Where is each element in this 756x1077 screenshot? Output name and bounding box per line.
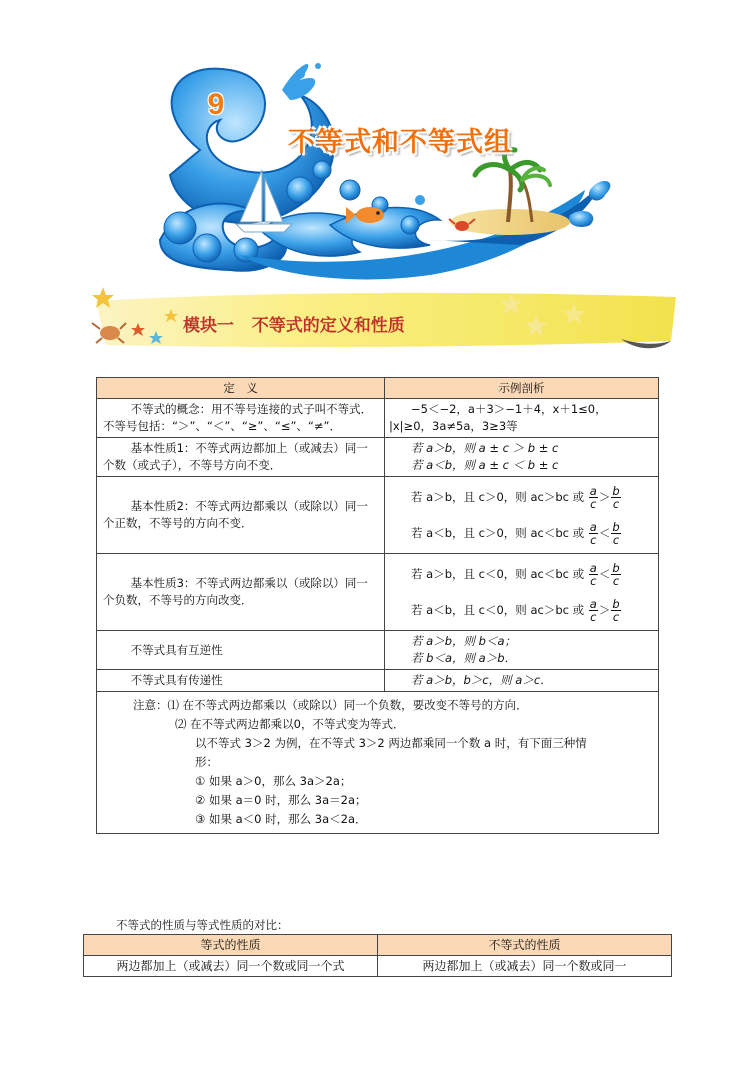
table-row-note	[97, 692, 659, 834]
table-row	[97, 554, 659, 631]
definition-cell: 基本性质2：不等式两边都乘以（或除以）同一个正数，不等号的方向不变．	[97, 477, 385, 554]
note-line: ② 如果 a＝0 时，那么 3a＝2a；	[195, 793, 367, 807]
column-header-inequality-properties: 不等式的性质	[378, 935, 672, 956]
example-line	[411, 515, 652, 551]
fraction-b-over-c: $\frac{b}{c}$	[612, 561, 620, 588]
relation-sign: ＞	[598, 490, 611, 504]
note-line: 以不等式 3＞2 为例，在不等式 3＞2 两边都乘同一个数 a 时，有下面三种情	[195, 736, 587, 750]
example-cell	[385, 438, 659, 477]
example-line: |x|≥0，3a≠5a，3≥3等	[389, 419, 518, 433]
chapter-title: 不等式和不等式组	[288, 127, 512, 158]
fraction-b-over-c: $\frac{b}{c}$	[612, 597, 620, 624]
relation-sign: ＜	[598, 526, 611, 540]
note-line: ⑵ 在不等式两边都乘以0，不等式变为等式．	[175, 717, 405, 731]
column-header-equation-properties: 等式的性质	[84, 935, 378, 956]
table-cell: 两边都加上（或减去）同一个数或同一	[378, 956, 672, 977]
example-cell	[385, 477, 659, 554]
fraction-a-over-c: $\frac{a}{c}$	[589, 484, 597, 511]
table-row	[97, 438, 659, 477]
fraction-a-over-c: $\frac{a}{c}$	[589, 561, 597, 588]
example-cell	[385, 554, 659, 631]
table-row	[84, 956, 672, 977]
note-line: 注意：⑴ 在不等式两边都乘以（或除以）同一个负数，要改变不等号的方向．	[133, 698, 528, 712]
example-text: 若 a＞b，且 c＜0，则 ac＜bc 或	[411, 567, 585, 581]
example-line: −5＜−2，a＋3＞−1＋4，x＋1≤0，	[411, 402, 607, 416]
table-header-row	[84, 935, 672, 956]
comparison-caption: 不等式的性质与等式性质的对比：	[116, 918, 289, 932]
note-line: 形：	[195, 755, 218, 769]
example-text: 若 a＜b，且 c＞0，则 ac＜bc 或	[411, 526, 585, 540]
example-text: 若 a＞b，且 c＞0，则 ac＞bc 或	[411, 490, 585, 504]
column-header-example: 示例剖析	[385, 378, 659, 399]
note-cell	[97, 692, 659, 834]
definition-table	[96, 377, 659, 834]
table-header-row	[97, 378, 659, 399]
definition-cell: 不等式的概念：用不等号连接的式子叫不等式．不等号包括：“＞”、“＜”、“≥”、“≤”、“≠”．	[97, 399, 385, 438]
comparison-table	[83, 934, 672, 977]
palm-island-icon	[450, 150, 570, 235]
chapter-number: 9	[207, 88, 225, 121]
example-cell	[385, 631, 659, 670]
example-line	[411, 479, 652, 515]
fraction-a-over-c: $\frac{a}{c}$	[589, 597, 597, 624]
module-title: 模块一 不等式的定义和性质	[183, 316, 405, 336]
example-line	[411, 556, 652, 592]
definition-cell: 基本性质3：不等式两边都乘以（或除以）同一个负数，不等号的方向改变．	[97, 554, 385, 631]
definition-cell: 基本性质1：不等式两边都加上（或减去）同一个数（或式子），不等号方向不变．	[97, 438, 385, 477]
table-row	[97, 477, 659, 554]
example-line: 若 b＜a，则 a＞b．	[411, 651, 517, 665]
example-text: 若 a＜b，且 c＜0，则 ac＞bc 或	[411, 603, 585, 617]
table-row	[97, 399, 659, 438]
relation-sign: ＜	[598, 567, 611, 581]
relation-sign: ＞	[598, 603, 611, 617]
fraction-b-over-c: $\frac{b}{c}$	[612, 484, 620, 511]
note-line: ③ 如果 a＜0 时，那么 3a＜2a．	[195, 812, 367, 826]
fraction-a-over-c: $\frac{a}{c}$	[589, 520, 597, 547]
note-line: ① 如果 a＞0，那么 3a＞2a；	[195, 774, 352, 788]
example-cell	[385, 399, 659, 438]
example-line: 若 a＞b，则 b＜a；	[411, 634, 517, 648]
definition-cell: 不等式具有传递性	[97, 670, 385, 692]
example-cell: 若 a＞b，b＞c，则 a＞c．	[385, 670, 659, 692]
fraction-b-over-c: $\frac{b}{c}$	[612, 520, 620, 547]
column-header-definition: 定 义	[97, 378, 385, 399]
definition-cell: 不等式具有互逆性	[97, 631, 385, 670]
example-line	[411, 592, 652, 628]
table-cell: 两边都加上（或减去）同一个数或同一个式	[84, 956, 378, 977]
table-row	[97, 670, 659, 692]
example-line: 若 a＞b，则 a ± c ＞ b ± c	[411, 441, 559, 455]
table-row	[97, 631, 659, 670]
example-line: 若 a＜b，则 a ± c ＜ b ± c	[411, 458, 559, 472]
